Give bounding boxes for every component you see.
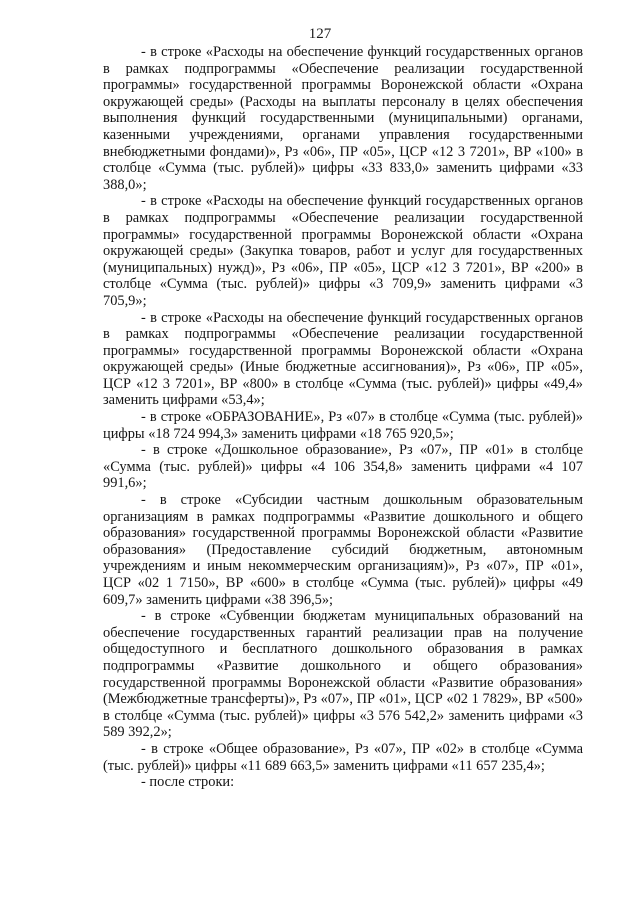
amendment-paragraph: - в строке «Субсидии частным дошкольным образовательным организациям в рамках подпрограммы «Развитие дошкольного и общего образования» государственной программы Воронежской области «Развитие образования» (Предоставление субсидий бюджетным, автономным учреждениям и иным некоммерческим организациям)», Рз «07», ПР «01», ЦСР «02 1 7150», ВР «600» в столбце «Сумма (тыс. рублей)» цифры «49 609,7» заменить цифрами «38 396,5»; [103, 492, 583, 608]
amendment-paragraph: - в строке «Общее образование», Рз «07», ПР «02» в столбце «Сумма (тыс. рублей)» цифры «11 689 663,5» заменить цифрами «11 657 235,4»; [103, 740, 583, 774]
amendment-text [103, 44, 583, 791]
amendment-paragraph-last: - после строки: [141, 774, 235, 791]
amendment-paragraph: - в строке «Расходы на обеспечение функций государственных органов в рамках подпрограммы «Обеспечение реализации государственной программы» государственной программы Воронежской области «Охрана окружающей среды» (Закупка товаров, работ и услуг для государственных (муниципальных) нужд)», Рз «06», ПР «05», ЦСР «12 3 7201», ВР «200» в столбце «Сумма (тыс. рублей)» цифры «3 709,9» заменить цифрами «3 705,9»; [103, 193, 583, 309]
page-number: 127 [308, 26, 332, 42]
amendment-paragraph: - в строке «Расходы на обеспечение функций государственных органов в рамках подпрограммы «Обеспечение реализации государственной программы» государственной программы Воронежской области «Охрана окружающей среды» (Иные бюджетные ассигнования)», Рз «06», ПР «05», ЦСР «12 3 7201», ВР «800» в столбце «Сумма (тыс. рублей)» цифры «49,4» заменить цифрами «53,4»; [103, 309, 583, 409]
amendment-paragraph: - в строке «Расходы на обеспечение функций государственных органов в рамках подпрограммы «Обеспечение реализации государственной программы» государственной программы Воронежской области «Охрана окружающей среды» (Расходы на выплаты персоналу в целях обеспечения выполнения функций государственными (муниципальными) органами, казенными учреждениями, органами управления государственными внебюджетными фондами)», Рз «06», ПР «05», ЦСР «12 3 7201», ВР «100» в столбце «Сумма (тыс. рублей)» цифры «33 833,0» заменить цифрами «33 388,0»; [103, 44, 583, 193]
amendment-paragraph: - в строке «Дошкольное образование», Рз «07», ПР «01» в столбце «Сумма (тыс. рублей)» цифры «4 106 354,8» заменить цифрами «4 107 991,6»; [103, 442, 583, 492]
amendment-paragraph: - в строке «Субвенции бюджетам муниципальных образований на обеспечение государственных гарантий реализации прав на получение общедоступного и бесплатного дошкольного образования в рамках подпрограммы «Развитие дошкольного и общего образования» государственной программы Воронежской области «Развитие образования» (Межбюджетные трансферты)», Рз «07», ПР «01», ЦСР «02 1 7829», ВР «500» в столбце «Сумма (тыс. рублей)» цифры «3 576 542,2» заменить цифрами «3 589 392,2»; [103, 608, 583, 741]
amendment-paragraph: - в строке «ОБРАЗОВАНИЕ», Рз «07» в столбце «Сумма (тыс. рублей)» цифры «18 724 994,3» заменить цифрами «18 765 920,5»; [103, 409, 583, 442]
